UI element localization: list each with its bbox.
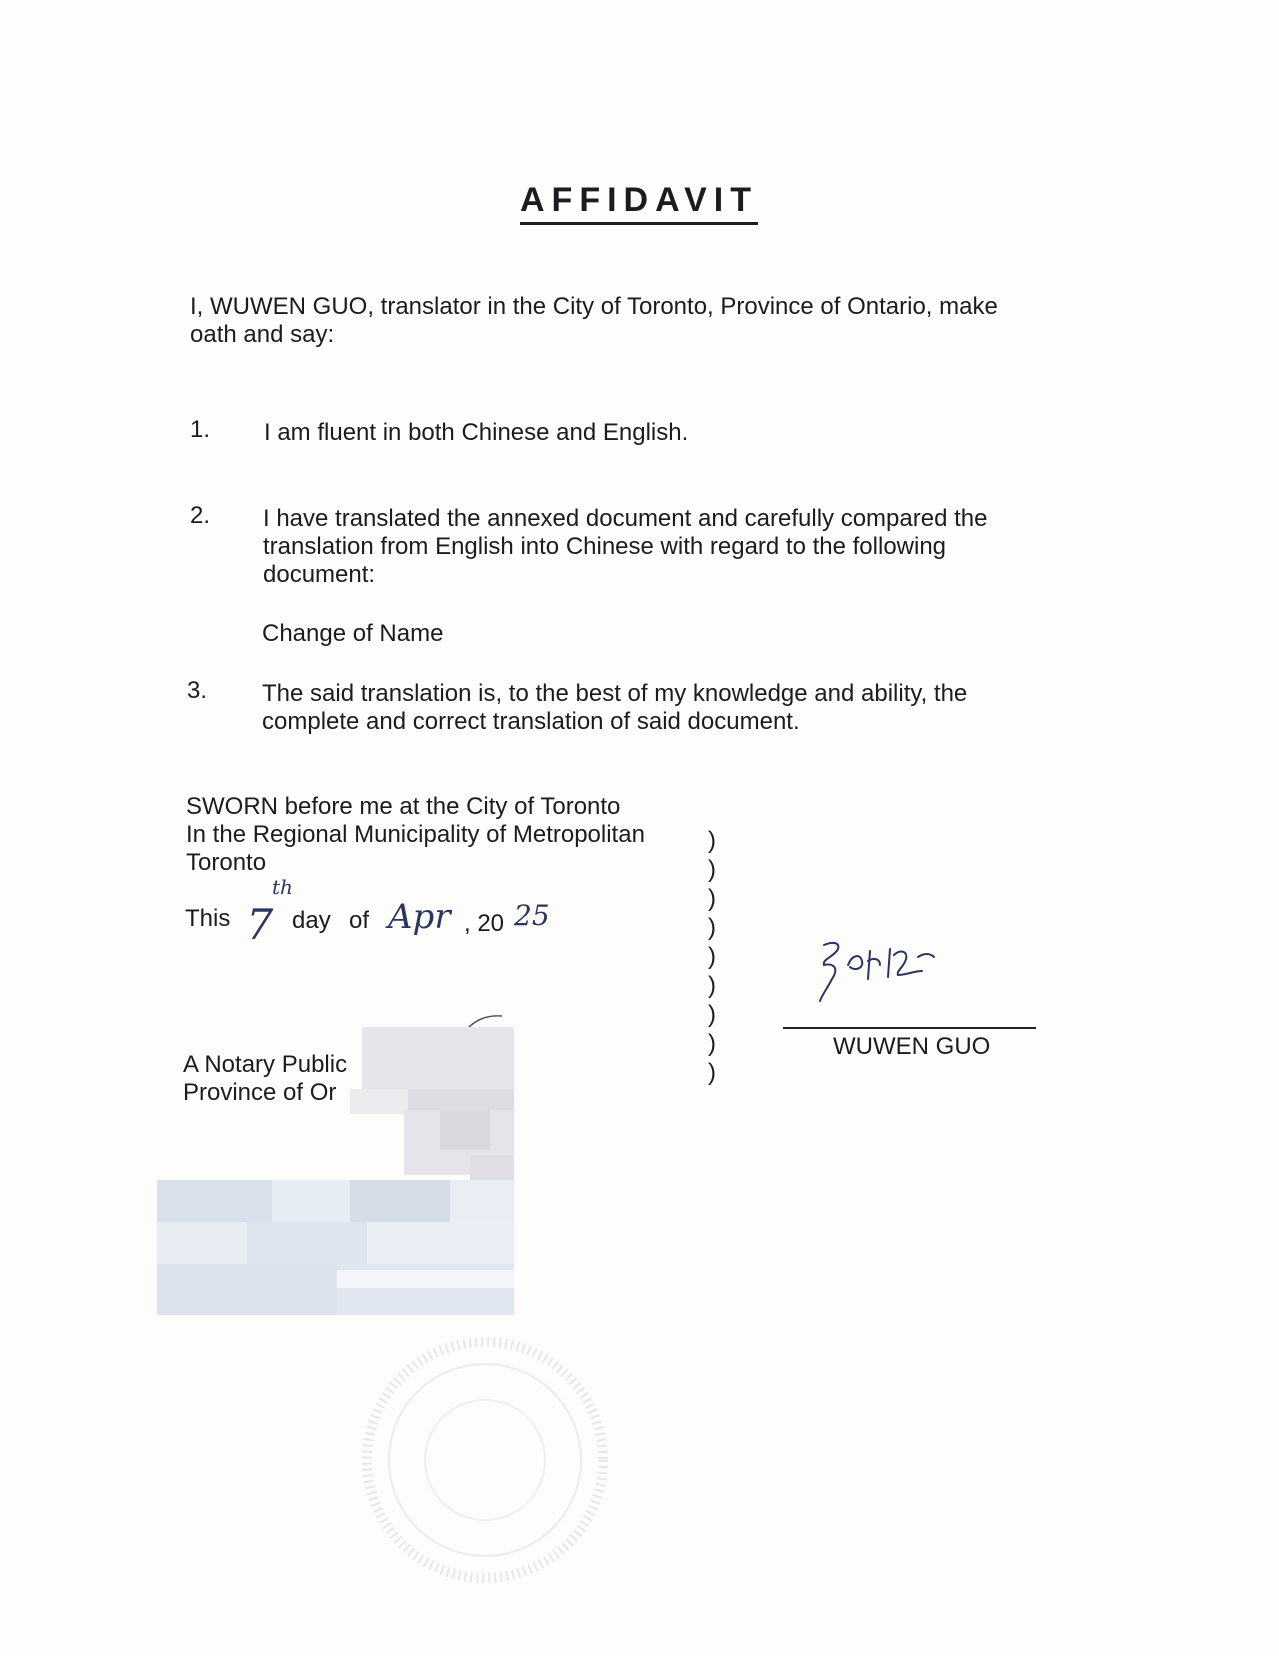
handwritten-year: 25 <box>514 899 550 932</box>
handwritten-day: 7 <box>240 900 279 949</box>
item-1-line-1: I am fluent in both Chinese and English. <box>264 419 689 446</box>
intro-line-2: oath and say: <box>190 321 335 348</box>
item-2-line-3: document: <box>263 561 376 588</box>
signature-line <box>783 1027 1036 1029</box>
item-number-2: 2. <box>190 502 211 529</box>
year-prefix: , 20 <box>464 910 505 937</box>
document-title: AFFIDAVIT <box>520 180 758 225</box>
notary-seal <box>360 1335 610 1585</box>
item-3-line-1: The said translation is, to the best of my knowledge and ability, the <box>262 680 968 707</box>
signature-name: WUWEN GUO <box>833 1033 991 1060</box>
translator-signature <box>810 935 950 1015</box>
sworn-line-2: In the Regional Municipality of Metropolitan <box>186 821 645 848</box>
notary-line-1: A Notary Public <box>183 1051 348 1078</box>
handwritten-month: Apr <box>388 897 451 937</box>
document-name: Change of Name <box>262 620 444 647</box>
item-2-line-1: I have translated the annexed document and carefully compared the <box>263 505 988 532</box>
day-label: day <box>292 907 331 934</box>
sworn-line-3: Toronto <box>186 849 267 876</box>
this-label: This <box>185 905 231 932</box>
handwritten-day-suffix: th <box>272 875 293 899</box>
notary-line-2: Province of Or <box>183 1079 337 1106</box>
item-number-1: 1. <box>190 416 211 443</box>
item-2-line-2: translation from English into Chinese with regard to the following <box>263 533 947 560</box>
item-3-line-2: complete and correct translation of said document. <box>262 708 800 735</box>
of-label: of <box>349 907 370 934</box>
intro-line-1: I, WUWEN GUO, translator in the City of Toronto, Province of Ontario, make <box>190 293 998 320</box>
bracket-column: ) ) ) ) ) ) ) ) ) <box>708 827 716 1086</box>
item-number-3: 3. <box>187 677 208 704</box>
sworn-line-1: SWORN before me at the City of Toronto <box>186 793 621 820</box>
